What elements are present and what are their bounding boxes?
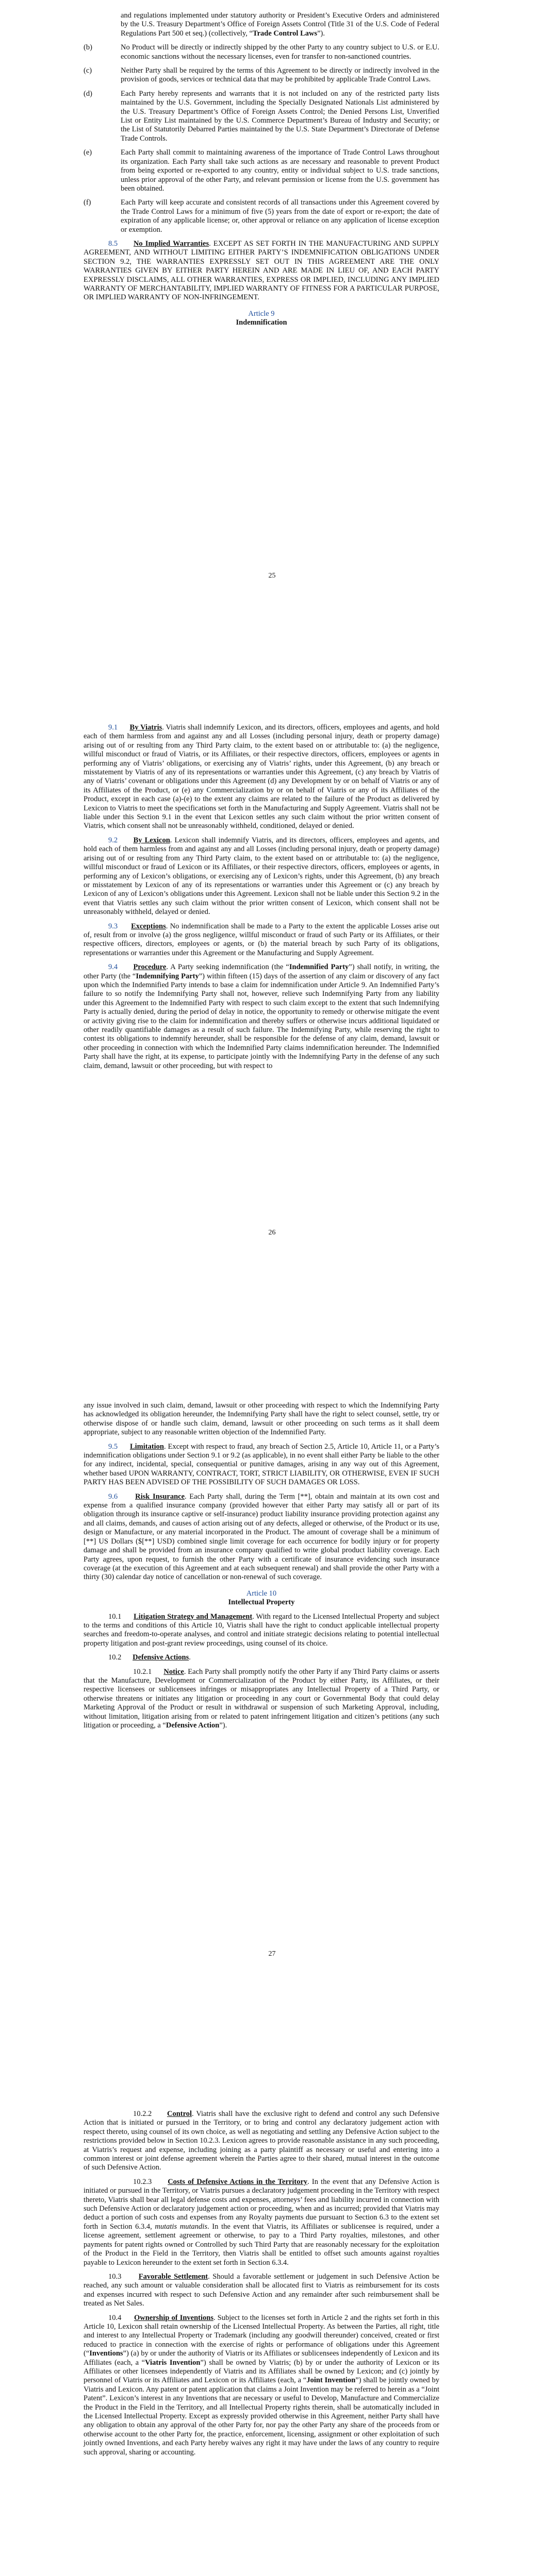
article-title: Intellectual Property — [228, 1598, 295, 1607]
article-9-heading — [84, 310, 439, 328]
section-text: . Viatris shall indemnify Lexicon, and its directors, officers, employees and agents, and hold each of them harmless from and against any and all Losses (including personal injury, death or property damage) arising out of or resulting from any Third Party claim, to the extent based on or attributable to: (a) the negligence, willful misconduct or fraud of Viatris, or its Affiliates, or their respective directors, officers, employees or agents in performing any of Viatris’ obligations, or exercising any of Viatris’ rights, under this Agreement, (b) any breach or misstatement by Viatris of any of its representations or warranties under this Agreement, (c) any breach by Viatris of any of Viatris’ covenant or obligations under this Agreement (d) any Development by or on behalf of Viatris or any of its Affiliates of the Product, or (e) any Commercialization by or on behalf of Viatris or any of its Affiliates of the Product, except in each case (a)-(e) to the extent any claims are related to the failure of the Product as delivered by Lexicon to Viatris to meet the specifications set forth in the Manufacturing and Supply Agreement. Viatris shall not be liable under this Section 9.1 in the event that Lexicon settles any such claim without the prior written consent of Viatris, which consent shall not be unreasonably withheld, conditioned, delayed or denied. — [84, 723, 439, 831]
section-number: 9.2 — [108, 836, 118, 844]
section-text: ”) within fifteen (15) days of the assertion of any claim or discovery of any fact upon which the Indemnified Party intends to base a claim for indemnification under Article 9. An Indemnified Party’s failure to so notify the Indemnifying Party shall not, however, relieve such Indemnifying Party from any liability under this Agreement to the Indemnified Party with respect to such claim except to the extent that such Indemnifying Party is actually denied, during the period of delay in notice, the opportunity to remedy or otherwise mitigate the event or activity giving rise to the claim for indemnification and thereby suffers or otherwise incurs additional liquidated or other readily quantifiable damages as a result of such failure. The Indemnifying Party, while reserving the right to contest its obligations to indemnify hereunder, shall be responsible for the defense of any claim, demand, lawsuit or other proceeding in connection with which the Indemnified Party claims indemnification hereunder. The Indemnified Party shall have the right, at its expense, to participate jointly with the Indemnifying Party in the defense of any such claim, demand, lawsuit or other proceeding, but with respect to — [84, 972, 439, 1070]
section-title: By Lexicon — [133, 836, 170, 844]
section-title: Litigation Strategy and Management — [134, 1612, 253, 1621]
section-text: . In the event that any Defensive Action is initiated or pursued in the Territory, or Viatris pursues a declaratory judgement proceeding in the Territory with respect thereto, Viatris shall bear all legal defense costs and expenses, attorneys’ fees and liability incurred in connection with such Defensive Action or declaratory judgement action or proceeding, when and as incurred; provided that Viatris may deduct a portion of such costs and expenses from any Royalty payments due pursuant to Section 6.3 to the extent set forth in Section 6.3.4, — [84, 2177, 440, 2231]
clause-text: Each Party shall commit to maintaining awareness of the importance of Trade Control Laws throughout its organization. Each Party shall take such actions as are necessary and reasonable to prevent Product from being exported or re-exported to any country, entity or individual subject to U.S. trade sanctions, unless prior approval of the other Party, and relevant permission or license from the U.S. government has been obtained. — [121, 148, 439, 193]
section-text: ”) (a) by or under the authority of Viatris or its Affiliates or sublicensees independently of Lexicon and its Affiliates (each, a “ — [84, 2349, 439, 2367]
section-text: . Except with respect to fraud, any breach of Section 2.5, Article 10, Article 11, or a Party’s indemnification obligations under Section 9.1 or 9.2 (as applicable), in no event shall either Party be liable to the other for any indirect, incidental, special, consequential or punitive damages, arising in any way out of this Agreement, whether based UPON WARRANTY, CONTRACT, TORT, STRICT LIABILITY, OR OTHERWISE, EVEN IF SUCH PARTY HAS BEEN ADVISED OF THE POSSIBILITY OF SUCH DAMAGES OR LOSS. — [84, 1442, 439, 1487]
clause-d — [84, 90, 439, 143]
section-number: 9.3 — [108, 922, 118, 930]
section-text: . Lexicon shall indemnify Viatris, and its directors, officers, employees and agents, and hold each of them harmless from and against any and all Losses (including personal injury, death or property damage) arising out of or resulting from any Third Party claim, to the extent based on or attributable to: (a) the negligence, willful misconduct or fraud of Lexicon or its Affiliates, or their respective directors, officers, employees or agents, in performing any of Lexicon’s obligations, or exercising any of Lexicon’s rights, under this Agreement, (b) any breach or misstatement by Lexicon of any of its representations or warranties under this Agreement or (c) any breach by Lexicon of any of Lexicon’s obligations under this Agreement. Lexicon shall not be liable under this Section 9.2 in the event that Viatris settles any such claim without the prior written consent of Lexicon, which consent shall not be unreasonably withheld, delayed or denied. — [84, 836, 439, 917]
trade-control-continuation — [121, 11, 439, 38]
section-text: . Each Party shall promptly notify the other Party if any Third Party claims or asserts that the Manufacture, Development or Commercialization of the Product by either Party, its Affiliates, or their respective licensees or sublicensees infringes or misappropriates any Intellectual Property of a Third Party, or otherwise threatens or initiates any litigation or proceeding in any court or Governmental Body that could delay Marketing Approval of the Product or result in withdrawal or suspension of such Marketing Approval, including, without limitation, litigation arising from or related to patent infringement litigation and citizen’s petitions (any such litigation or proceeding, a “ — [84, 1667, 440, 1730]
clause-b — [84, 43, 439, 61]
article-number: Article 9 — [248, 309, 275, 318]
section-text: . Viatris shall have the exclusive right to defend and control any such Defensive Action that is initiated or pursued in the Territory, or to bring and control any declaratory judgement action with respect thereto, using counsel of its own choice, as well as negotiating and settling any Defensive Action subject to the restrictions provided below in Section 10.2.3. Lexicon agrees to provide reasonable assistance in any such proceeding, at Viatris’s request and expense, including joining as a party plaintiff as necessary or useful and entering into a common interest or joint defense agreement wherein the Parties agree to their shared, mutual interest in the outcome of such Defensive Action. — [84, 2110, 440, 2172]
page-26-body — [84, 723, 439, 1076]
section-text: . No indemnification shall be made to a Party to the extent the applicable Losses arise out of, result from or involve (a) the gross negligence, willful misconduct or fraud of such Party or its Affiliates, or their respective officers, directors, employees or agents, or (b) the material breach by such Party of its obligations, representations or warranties under this Agreement or the Manufacturing and Supply Agreement. — [84, 922, 439, 957]
section-title: Favorable Settlement — [138, 2272, 208, 2281]
section-title: Ownership of Inventions — [134, 2313, 213, 2322]
section-title: Defensive Actions — [133, 1653, 189, 1662]
clause-e — [84, 148, 439, 193]
section-title: Exceptions — [131, 922, 166, 930]
section-text: ”) shall be owned by Viatris; (b) by or under the authority of Lexicon or its Affiliates or other licensees independently of Viatris and its Affiliates shall be owned by Lexicon; and (c) jointly by personnel of Viatris or its Affiliates and Lexicon or its Affiliates (each, a “ — [84, 2358, 439, 2385]
section-9-6 — [84, 1493, 439, 1582]
cont-end: ”). — [317, 29, 325, 38]
page-25-body — [84, 11, 439, 328]
clause-text: Each Party will keep accurate and consistent records of all transactions under this Agreement covered by the Trade Control Laws for a minimum of five (5) years from the date of export or re-export; the date of expiration of any applicable license; or, other approval or reliance on any application of license exception or exemption. — [121, 198, 439, 234]
section-9-2 — [84, 836, 439, 917]
section-text: . A Party seeking indemnification (the “ — [166, 963, 289, 972]
clause-label: (e) — [84, 148, 92, 157]
section-9-4-continued — [84, 1401, 439, 1437]
section-number: 10.4 — [108, 2313, 122, 2322]
section-number: 9.4 — [108, 963, 118, 972]
section-9-1 — [84, 723, 439, 831]
defined-term: Inventions — [89, 2349, 123, 2358]
defined-term: Trade Control Laws — [252, 29, 318, 38]
clause-label: (c) — [84, 66, 92, 75]
section-title: Costs of Defensive Actions in the Territory — [168, 2177, 308, 2186]
section-number: 10.3 — [108, 2272, 122, 2281]
section-10-3 — [84, 2273, 439, 2309]
section-number: 10.2.2 — [133, 2110, 152, 2118]
clause-label: (d) — [84, 89, 92, 98]
section-text: . With regard to the Licensed Intellectual Property and subject to the terms and conditions of this Article 10, Viatris shall have the right to conduct applicable intellectual property searches and freedom-to-operate analyses, and control and initiate strategic decisions relating to potential intellectual property litigation and post-grant review proceedings, using counsel of its choice. — [84, 1612, 440, 1648]
section-text: . Each Party shall, during the Term [**], obtain and maintain at its own cost and expense from a qualified insurance company (provided however that either Party may satisfy all or part of its obligation through its insurance captive or self-insurance) product liability insurance providing protection against any and all claims, demands, and causes of action arising out of any defects, alleged or otherwise, of the Product or its use, design or Manufacture, or any material incorporated in the Product. The amount of coverage shall be a minimum of [**] US Dollars ($[**] USD) combined single limit coverage for each occurrence for bodily injury or for property damage and shall be provided from an insurance company qualified to write global product liability coverage. Each Party agrees, upon request, to furnish the other Party with a certificate of insurance evidencing such insurance coverage (at the execution of this Agreement and at each subsequent renewal) and shall provide the other Party with a thirty (30) calendar day notice of cancellation or non-renewal of such coverage. — [84, 1492, 439, 1582]
cont-text: and regulations implemented under statutory authority or President’s Executive Orders and administered by the U.S. Treasury Department’s Office of Foreign Assets Control (Title 31 of the U.S. Code of Federal Regulations Part 500 et seq.) (collectively, “ — [121, 11, 439, 38]
section-10-2-3 — [84, 2178, 439, 2267]
clause-label: (f) — [84, 198, 91, 207]
section-9-3 — [84, 922, 439, 958]
section-10-2-2 — [84, 2110, 439, 2173]
italic-term: mutatis mutandis — [155, 2222, 207, 2231]
clause-text: No Product will be directly or indirectly shipped by the other Party to any country subject to U.S. or E.U. economic sanctions without the necessary licenses, even for transfer to non-sanctioned countries. — [121, 43, 439, 61]
article-number: Article 10 — [246, 1589, 277, 1598]
clause-text: Each Party hereby represents and warrants that it is not included on any of the restricted party lists maintained by the U.S. Government, including the Specially Designated Nationals List administered by the U.S. Treasury Department’s Office of Foreign Assets Control; the Denied Persons List, Unverified List or Entity List maintained by the U.S. Commerce Department’s Bureau of Industry and Security; or the List of Statutorily Debarred Parties maintained by the U.S. State Department’s Directorate of Defense Trade Controls. — [121, 89, 439, 143]
section-text: . In the event that Viatris, its Affiliates or sublicensee is required, under a license agreement, settlement agreement or otherwise, to pay to a Third Party royalties, milestones, and other payments for patent rights owned or Controlled by such Third Party that are reasonably necessary for the exploitation of the Product in the Field in the Territory, then Viatris shall be entitled to offset such amounts against royalties payable to Lexicon hereunder to the extent set forth in Section 6.3.4. — [84, 2222, 439, 2267]
section-title: Notice — [163, 1667, 184, 1676]
defined-term: Indemnified Party — [289, 963, 349, 972]
defined-term: Joint Invention — [306, 2376, 356, 2385]
section-10-4 — [84, 2314, 439, 2458]
section-text: any issue involved in such claim, demand, lawsuit or other proceeding with respect to which the Indemnifying Party has acknowledged its obligation hereunder, the Indemnifying Party shall have the right to select counsel, settle, try or otherwise dispose of or handle such claim, demand, lawsuit or other proceeding on such terms as it shall deem appropriate, subject to any reasonable written objection of the Indemnified Party. — [84, 1401, 439, 1437]
page-28-body — [84, 2110, 439, 2462]
section-number: 9.5 — [108, 1442, 118, 1451]
section-text: . EXCEPT AS SET FORTH IN THE MANUFACTURING AND SUPPLY AGREEMENT, AND WITHOUT LIMITING EITHER PARTY’S INDEMNIFICATION OBLIGATIONS UNDER SECTION 9.2, THE WARRANTIES EXPRESSLY SET OUT IN THIS AGREEMENT ARE THE ONLY WARRANTIES GIVEN BY EITHER PARTY HEREIN AND ARE MADE IN LIEU OF, AND EACH PARTY EXPRESSLY DISCLAIMS, ALL OTHER WARRANTIES, EXPRESS OR IMPLIED, INCLUDING ANY IMPLIED WARRANTY OF MERCHANTABILITY, IMPLIED WARRANTY OF FITNESS FOR A PARTICULAR PURPOSE, OR IMPLIED WARRANTY OF NON-INFRINGEMENT. — [84, 239, 439, 302]
section-title: Procedure — [133, 963, 167, 972]
section-number: 10.2.1 — [133, 1667, 152, 1676]
article-10-heading — [84, 1589, 439, 1607]
clause-c — [84, 66, 439, 84]
section-number: 10.2 — [108, 1653, 122, 1662]
section-10-1 — [84, 1613, 439, 1649]
page-number: 25 — [268, 572, 276, 580]
section-text: ”). — [219, 1721, 227, 1730]
section-number: 9.6 — [108, 1492, 118, 1501]
section-9-4 — [84, 963, 439, 1071]
section-text: . Should a favorable settlement or judgement in such Defensive Action be reached, any such amount or valuable consideration shall be allocated first to Viatris as reimbursement for its costs and expenses incurred with respect to such Defensive Action and any remainder after such reimbursement shall be treated as Net Sales. — [84, 2272, 439, 2308]
section-number: 10.1 — [108, 1612, 122, 1621]
section-9-5 — [84, 1443, 439, 1487]
section-title: Risk Insurance — [135, 1492, 185, 1501]
section-10-2-1 — [84, 1668, 439, 1731]
section-title: Control — [167, 2110, 192, 2118]
section-title: No Implied Warranties — [133, 239, 209, 248]
clause-label: (b) — [84, 43, 92, 52]
defined-term: Viatris Invention — [145, 2358, 201, 2367]
clause-text: Neither Party shall be required by the terms of this Agreement to be directly or indirectly involved in the provision of goods, services or technical data that may be prohibited by applicable Trade Control Laws. — [121, 66, 439, 84]
section-title: Limitation — [129, 1442, 164, 1451]
page-27-body — [84, 1401, 439, 1735]
section-10-2: 10.2 Defensive Actions. — [108, 1653, 191, 1662]
section-number: 10.2.3 — [133, 2177, 152, 2186]
section-text: . Subject to the licenses set forth in Article 2 and the rights set forth in this Article 10, Lexicon shall retain ownership of the Licensed Intellectual Property. As between the Parties, all right, title and interest to any Intellectual Property or Trademark (including any goodwill thereunder) conceived, created or first reduced to practice in connection with the exercise of rights or performance of obligations under this Agreement (“ — [84, 2313, 439, 2358]
section-number: 9.1 — [108, 723, 118, 732]
defined-term: Defensive Action — [166, 1721, 220, 1730]
section-text: ”) shall be jointly owned by Viatris and Lexicon. Any patent or patent application that claims a Joint Invention may be referred to herein as a “Joint Patent”. Lexicon’s interest in any Inventions that are necessary or useful to Develop, Manufacture and Commercialize the Product in the Field in the Territory, and all Intellectual Property rights therein, shall be automatically included in the Licensed Intellectual Property. Except as expressly provided otherwise in this Agreement, neither Party shall have any obligation to obtain any approval of the other Party for, nor pay the other Party any share of the proceeds from or otherwise account to the other Party for, the practice, enforcement, licensing, assignment or other exploitation of such jointly owned Inventions, and each Party hereby waives any right it may have under the laws of any country to require such approval, sharing or accounting. — [84, 2376, 439, 2456]
page-number: 26 — [268, 1229, 276, 1236]
page-number: 27 — [268, 1950, 276, 1958]
section-title: By Viatris — [129, 723, 162, 732]
clause-f — [84, 198, 439, 234]
section-text: ”) shall notify, in writing, the other Party (the “ — [84, 963, 440, 980]
section-number: 8.5 — [108, 239, 118, 248]
article-title: Indemnification — [236, 318, 287, 327]
defined-term: Indemnifying Party — [136, 972, 199, 980]
section-8-5 — [84, 240, 439, 302]
